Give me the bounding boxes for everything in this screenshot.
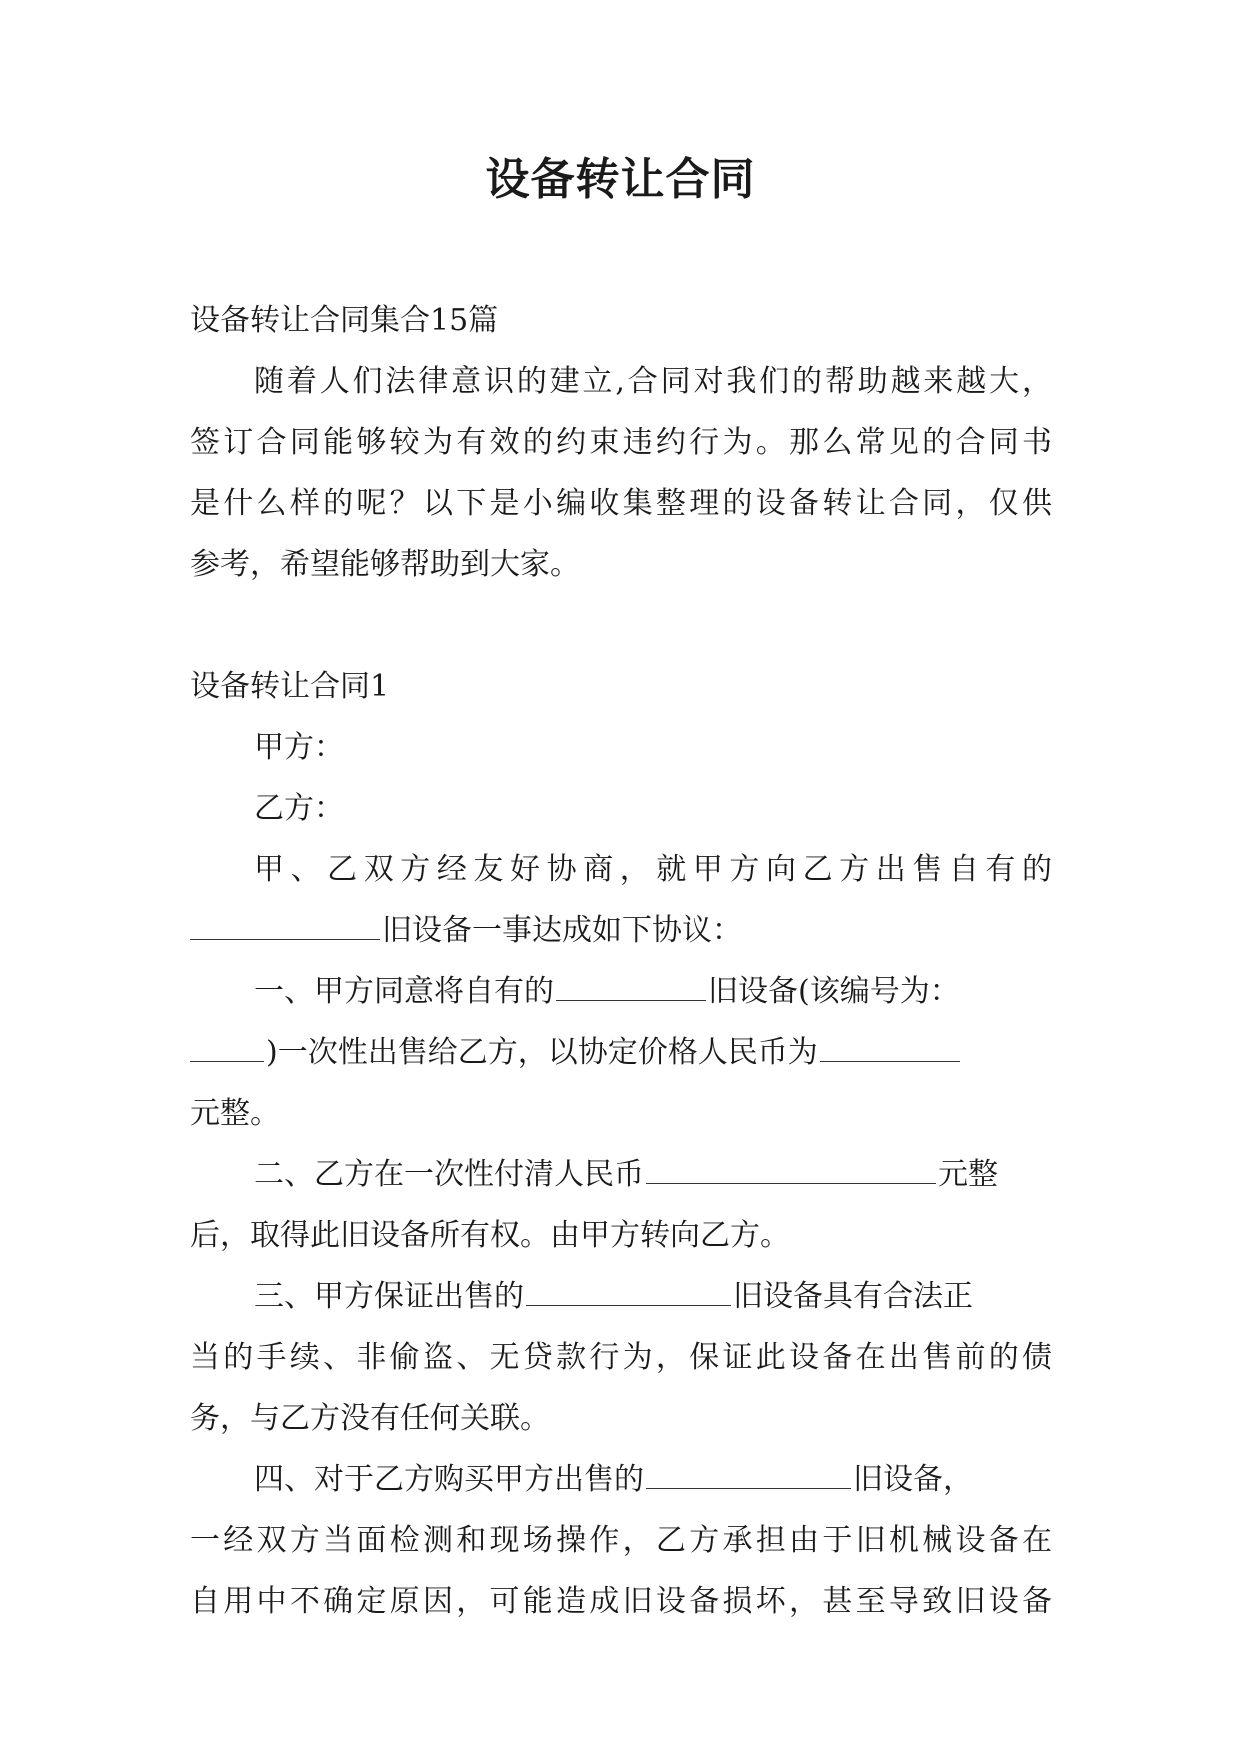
clause-1-part-3: )一次性出售给乙方，以协定价格人民币为 <box>266 1035 818 1070</box>
clause-2-line-1 <box>190 1144 1052 1205</box>
collection-heading: 设备转让合同集合15篇 <box>190 303 499 338</box>
document-body <box>190 290 1052 1632</box>
preamble-line-2-text: 旧设备一事达成如下协议： <box>382 913 742 948</box>
serial-number-blank <box>190 1031 264 1062</box>
payment-amount-blank <box>646 1153 936 1184</box>
document-title: 设备转让合同 <box>485 154 756 205</box>
clause-4-part-1: 四、对于乙方购买甲方出售的 <box>254 1462 644 1497</box>
clause-3-part-2: 旧设备具有合法正 <box>733 1279 973 1314</box>
clause-2-line-2: 后，取得此旧设备所有权。由甲方转向乙方。 <box>190 1218 790 1253</box>
clause-1-line-1 <box>190 961 1052 1022</box>
equipment-blank-2 <box>526 1275 731 1306</box>
section-spacer <box>190 595 1052 656</box>
intro-line-4: 参考，希望能够帮助到大家。 <box>190 547 580 582</box>
clause-1-part-1: 一、甲方同意将自有的 <box>254 974 554 1009</box>
equipment-blank-1 <box>556 970 706 1001</box>
clause-3-line-1 <box>190 1266 1052 1327</box>
intro-line-1: 随着人们法律意识的建立,合同对我们的帮助越来越大， <box>254 364 1052 399</box>
party-b-label: 乙方： <box>254 791 344 826</box>
intro-line-2: 签订合同能够较为有效的约束违约行为。那么常见的合同书 <box>190 425 1052 460</box>
clause-1-line-3: 元整。 <box>190 1096 280 1131</box>
clause-4-part-2: 旧设备， <box>853 1462 973 1497</box>
contract-heading: 设备转让合同1 <box>190 669 390 704</box>
intro-line-3: 是什么样的呢？以下是小编收集整理的设备转让合同，仅供 <box>190 486 1052 521</box>
clause-4-line-1 <box>190 1449 1052 1510</box>
party-a-label: 甲方： <box>254 730 344 765</box>
price-blank <box>820 1031 960 1062</box>
clause-2-part-2: 元整 <box>938 1157 998 1192</box>
clause-2-part-1: 二、乙方在一次性付清人民币 <box>254 1157 644 1192</box>
preamble-line-2 <box>190 900 1052 961</box>
clause-4-line-3: 自用中不确定原因，可能造成旧设备损坏，甚至导致旧设备 <box>190 1584 1052 1619</box>
clause-3-line-3: 务，与乙方没有任何关联。 <box>190 1401 550 1436</box>
clause-3-part-1: 三、甲方保证出售的 <box>254 1279 524 1314</box>
clause-4-line-2: 一经双方当面检测和现场操作，乙方承担由于旧机械设备在 <box>190 1523 1052 1558</box>
clause-3-line-2: 当的手续、非偷盗、无贷款行为，保证此设备在出售前的债 <box>190 1340 1052 1375</box>
equipment-blank-3 <box>646 1458 851 1489</box>
clause-1-line-2 <box>190 1022 1052 1083</box>
clause-1-part-2: 旧设备(该编号为： <box>708 974 960 1009</box>
preamble-line-1: 甲、乙双方经友好协商，就甲方向乙方出售自有的 <box>254 852 1052 887</box>
equipment-name-blank <box>190 909 380 940</box>
